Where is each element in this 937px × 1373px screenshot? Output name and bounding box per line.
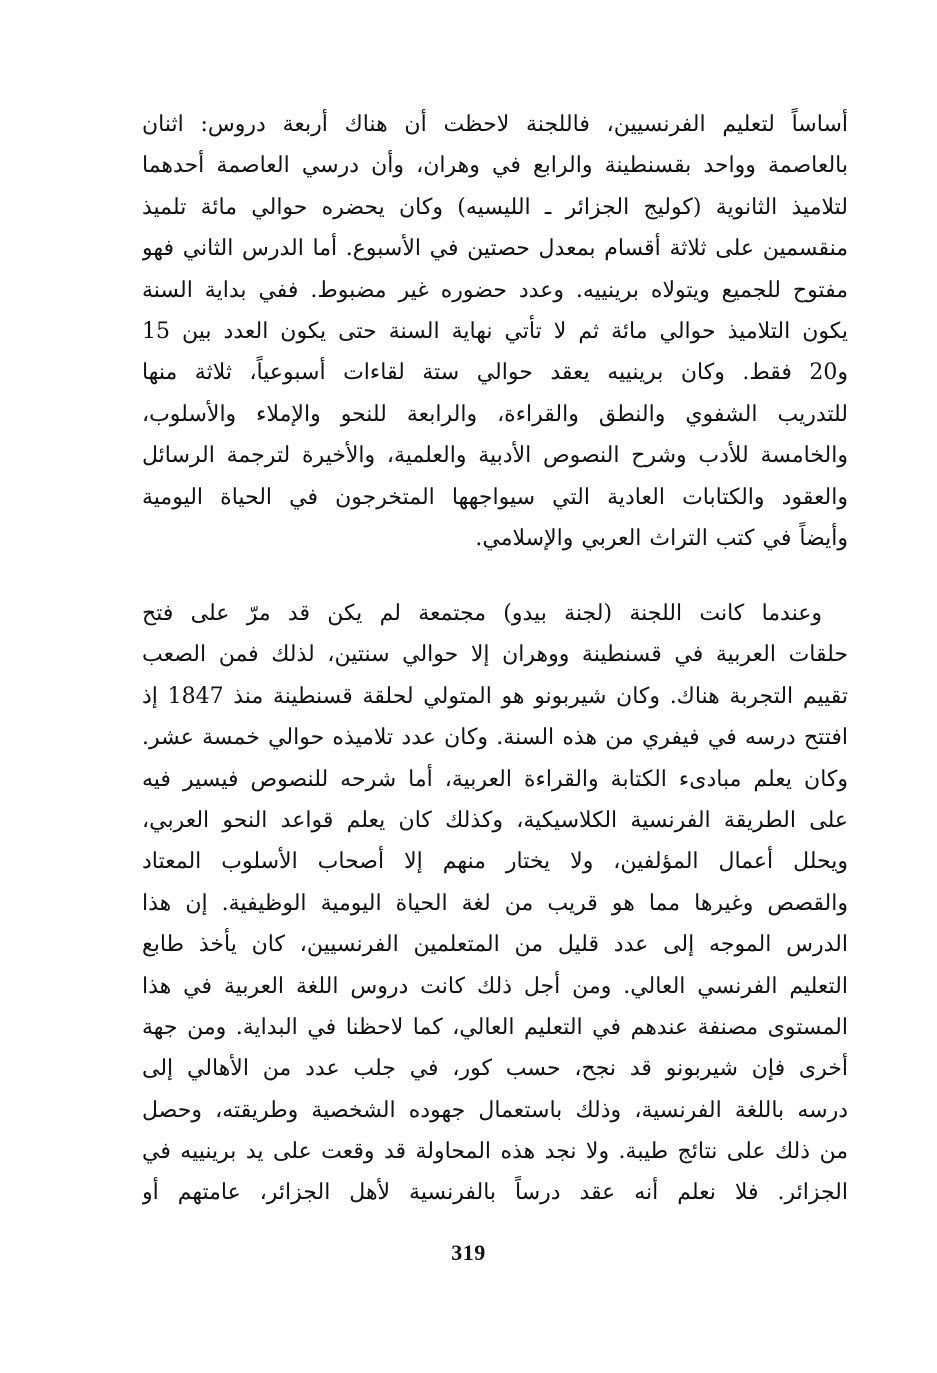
- text-line: من ذلك على نتائج طيبة. ولا نجد هذه المحاولة قد وقعت على يد برينييه في: [142, 1139, 848, 1165]
- text-line: على الطريقة الفرنسية الكلاسيكية، وكذلك كان يعلم قواعد النحو العربي،: [142, 807, 848, 833]
- text-line: والخامسة للأدب وشرح النصوص الأدبية والعلمية، والأخيرة لترجمة الرسائل: [142, 443, 848, 469]
- text-line-indented: وعندما كانت اللجنة (لجنة بيدو) مجتمعة لم يكن قد مرّ على فتح: [142, 601, 822, 626]
- text-line: أساساً لتعليم الفرنسيين، فاللجنة لاحظت أن هناك أربعة دروس: اثنان: [142, 112, 848, 137]
- text-line: تقييم التجربة هناك. وكان شيربونو هو المتولي لحلقة قسنطينة منذ 1847 إذ: [142, 683, 848, 709]
- text-line: والعقود والكتابات العادية التي سيواجهها المتخرجون في الحياة اليومية: [142, 484, 848, 510]
- text-line: يكون التلاميذ حوالي مائة ثم لا تأتي نهاية السنة حتى يكون العدد بين 15: [142, 318, 848, 344]
- text-line: لتلاميذ الثانوية (كوليج الجزائر ـ الليسيه) وكان يحضره حوالي مائة تلميذ: [142, 194, 848, 220]
- text-line: منقسمين على ثلاثة أقسام بمعدل حصتين في الأسبوع. أما الدرس الثاني فهو: [142, 236, 848, 262]
- text-line: بالعاصمة وواحد بقسنطينة والرابع في وهران، وأن درسي العاصمة أحدهما: [142, 153, 848, 179]
- page-number: 319: [451, 1240, 486, 1265]
- text-line: للتدريب الشفوي والنطق والقراءة، والرابعة للنحو والإملاء والأسلوب،: [142, 401, 848, 427]
- text-line: ويحلل أعمال المؤلفين، ولا يختار منهم إلا أصحاب الأسلوب المعتاد: [142, 849, 848, 875]
- text-line: وكان يعلم مبادىء الكتابة والقراءة العربية، أما شرحه للنصوص فيسير فيه: [142, 766, 848, 792]
- text-line: التعليم الفرنسي العالي. ومن أجل ذلك كانت دروس اللغة العربية في هذا: [142, 973, 848, 999]
- text-line: وأيضاً في كتب التراث العربي والإسلامي.: [475, 525, 848, 551]
- text-line: أخرى فإن شيربونو قد نجح، حسب كور، في جلب عدد من الأهالي إلى: [142, 1056, 848, 1082]
- text-line: درسه باللغة الفرنسية، وذلك باستعمال جهوده الشخصية وطريقته، وحصل: [142, 1097, 848, 1123]
- text-line: الجزائر. فلا نعلم أنه عقد درساً بالفرنسية لأهل الجزائر، عامتهم أو: [142, 1180, 848, 1206]
- text-line: الدرس الموجه إلى عدد قليل من المتعلمين الفرنسيين، كان يأخذ طابع: [142, 932, 848, 958]
- paragraph-2: [142, 593, 848, 1214]
- text-line: المستوى مصنفة عندهم في التعليم العالي، كما لاحظنا في البداية. ومن جهة: [142, 1014, 848, 1040]
- paragraph-1: [142, 104, 848, 559]
- text-line: و20 فقط. وكان برينييه يعقد حوالي ستة لقاءات أسبوعياً، ثلاثة منها: [142, 360, 848, 386]
- text-line: مفتوح للجميع ويتولاه برينييه. وعدد حضوره غير مضبوط. ففي بداية السنة: [142, 277, 848, 303]
- text-line: والقصص وغيرها مما هو قريب من لغة الحياة اليومية الوظيفية. إن هذا: [142, 890, 848, 916]
- text-line: افتتح درسه في فيفري من هذه السنة. وكان عدد تلاميذه حوالي خمسة عشر.: [142, 725, 848, 751]
- text-line: حلقات العربية في قسنطينة ووهران إلا حوالي سنتين، لذلك فمن الصعب: [142, 642, 848, 668]
